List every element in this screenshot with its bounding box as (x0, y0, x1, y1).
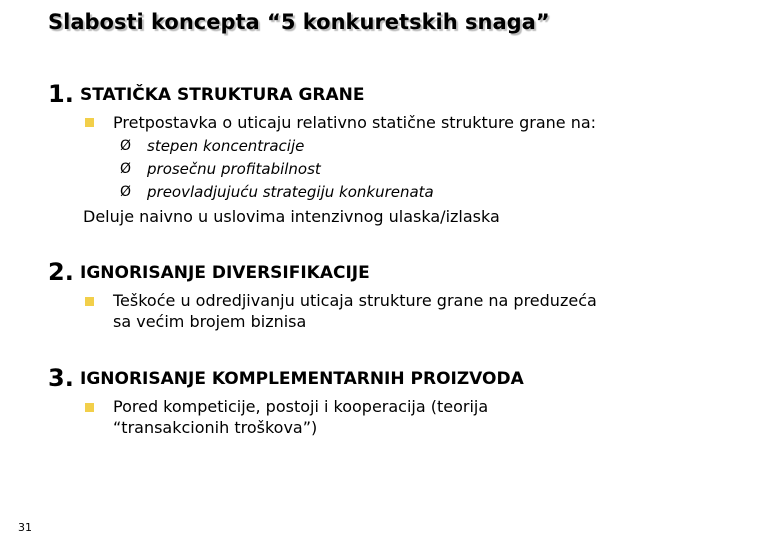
sub-item: stepen koncentracije (147, 137, 305, 155)
section-1-heading: STATIČKA STRUKTURA GRANE (80, 85, 365, 105)
page-number: 31 (18, 521, 32, 534)
section-3-bullet-line-1: Pored kompeticije, postoji i kooperacija (teorija (113, 397, 489, 416)
section-2-bullet-line-2: sa većim brojem biznisa (113, 312, 307, 331)
arrow-bullet-icon: Ø (120, 184, 132, 200)
square-bullet-icon (85, 118, 94, 127)
square-bullet-icon (85, 297, 94, 306)
section-1-number: 1. (48, 80, 74, 108)
section-3-heading: IGNORISANJE KOMPLEMENTARNIH PROIZVODA (80, 369, 524, 389)
sub-item: preovladjujuću strategiju konkurenata (147, 183, 434, 201)
slide-title: Slabosti koncepta “5 konkuretskih snaga” (48, 10, 550, 34)
arrow-bullet-icon: Ø (120, 161, 132, 177)
section-2-heading: IGNORISANJE DIVERSIFIKACIJE (80, 263, 370, 283)
section-3-number: 3. (48, 364, 74, 392)
section-1-bullet: Pretpostavka o uticaju relativno statične strukture grane na: (113, 113, 597, 132)
section-3-bullet-line-2: “transakcionih troškova”) (113, 418, 318, 437)
section-1-note: Deluje naivno u uslovima intenzivnog ulaska/izlaska (83, 207, 500, 226)
section-2-bullet-line-1: Teškoće u odredjivanju uticaja strukture grane na preduzeća (113, 291, 597, 310)
arrow-bullet-icon: Ø (120, 138, 132, 154)
sub-item: prosečnu profitabilnost (147, 160, 321, 178)
square-bullet-icon (85, 403, 94, 412)
section-2-number: 2. (48, 258, 74, 286)
